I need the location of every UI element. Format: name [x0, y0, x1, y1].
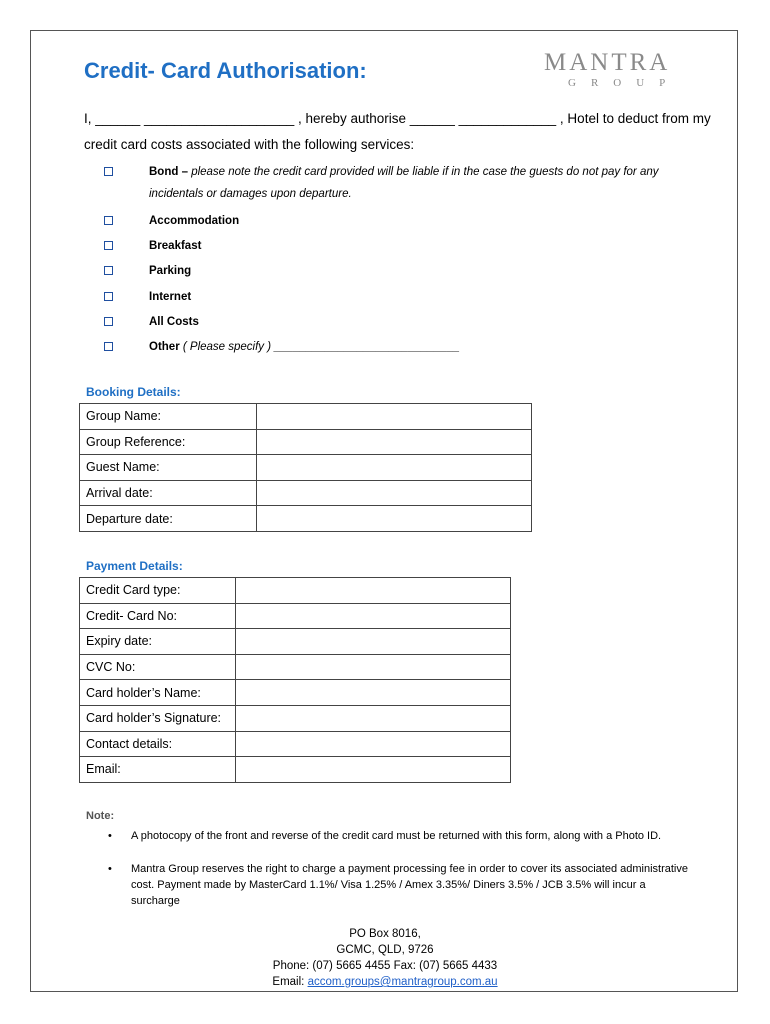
- all-costs-checkbox[interactable]: [104, 317, 113, 326]
- page-title: Credit- Card Authorisation:: [84, 58, 367, 83]
- other-checkbox[interactable]: [104, 342, 113, 351]
- note-label: Note:: [86, 810, 115, 822]
- table-row: [80, 429, 532, 455]
- bond-note: please note the credit card provided will be liable if in the case the guests do not pay for any: [191, 166, 659, 178]
- departure-date-input[interactable]: [257, 506, 532, 532]
- internet-label: Internet: [149, 291, 192, 303]
- booking-field-label: Departure date:: [80, 506, 257, 532]
- cvc-input[interactable]: [236, 654, 511, 680]
- footer-email-link[interactable]: accom.groups@mantragroup.com.au: [307, 976, 498, 988]
- payment-field-label: Credit- Card No:: [80, 603, 236, 629]
- parking-label: Parking: [149, 265, 192, 277]
- table-row: [80, 654, 511, 680]
- note-text: A photocopy of the front and reverse of the credit card must be returned with this form, along with a Photo ID.: [131, 830, 662, 842]
- internet-checkbox[interactable]: [104, 292, 113, 301]
- bullet-icon: •: [108, 863, 112, 875]
- all-costs-label: All Costs: [149, 316, 199, 328]
- group-reference-input[interactable]: [257, 429, 532, 455]
- logo-wordmark: MANTRA: [544, 49, 671, 76]
- table-row: [80, 705, 511, 731]
- card-holder-signature-input[interactable]: [236, 705, 511, 731]
- booking-details-heading: Booking Details:: [86, 385, 181, 399]
- booking-field-label: Group Name:: [80, 404, 257, 430]
- table-row: [80, 629, 511, 655]
- booking-details-table: [79, 403, 532, 532]
- footer-email: [0, 976, 770, 988]
- accommodation-label: Accommodation: [149, 215, 240, 227]
- note-text: Mantra Group reserves the right to charge a payment processing fee in order to cover its associated administrative cost. Payment made by MasterCard 1.1%/ Visa 1.25% / Amex 3.35%/ Diners 3.5% / JCB 3.5% will incur a surcharge: [131, 863, 688, 907]
- email-input[interactable]: [236, 757, 511, 783]
- footer-phone-fax: Phone: (07) 5665 4455 Fax: (07) 5665 4433: [272, 960, 498, 972]
- card-holder-name-input[interactable]: [236, 680, 511, 706]
- booking-field-label: Group Reference:: [80, 429, 257, 455]
- table-row: [80, 731, 511, 757]
- note-item: [108, 861, 691, 909]
- parking-checkbox[interactable]: [104, 266, 113, 275]
- payment-field-label: Expiry date:: [80, 629, 236, 655]
- booking-field-label: Arrival date:: [80, 480, 257, 506]
- payment-field-label: Card holder’s Signature:: [80, 705, 236, 731]
- booking-field-label: Guest Name:: [80, 455, 257, 481]
- bond-checkbox[interactable]: [104, 167, 113, 176]
- table-row: [80, 506, 532, 532]
- footer-address-line1: PO Box 8016,: [349, 928, 421, 940]
- table-row: [80, 680, 511, 706]
- payment-details-heading: Payment Details:: [86, 559, 183, 573]
- other-specify-field[interactable]: ( Please specify ) _____________________________: [182, 341, 460, 353]
- table-row: [80, 603, 511, 629]
- payment-field-label: Email:: [80, 757, 236, 783]
- authorisation-statement-continued: credit card costs associated with the following services:: [84, 137, 415, 152]
- table-row: [80, 578, 511, 604]
- payment-field-label: CVC No:: [80, 654, 236, 680]
- payment-field-label: Card holder’s Name:: [80, 680, 236, 706]
- breakfast-label: Breakfast: [149, 240, 202, 252]
- card-type-input[interactable]: [236, 578, 511, 604]
- footer-email-label: Email:: [272, 976, 308, 988]
- table-row: [80, 480, 532, 506]
- accommodation-checkbox[interactable]: [104, 216, 113, 225]
- bullet-icon: •: [108, 830, 112, 842]
- other-label: Other: [149, 341, 180, 353]
- logo-subtext: GROUP: [568, 77, 681, 89]
- footer-address-line2: GCMC, QLD, 9726: [336, 944, 434, 956]
- mantra-group-logo: [544, 50, 704, 90]
- bond-note-continued: incidentals or damages upon departure.: [149, 188, 352, 200]
- bond-label: Bond –: [149, 166, 188, 178]
- payment-field-label: Credit Card type:: [80, 578, 236, 604]
- authorisation-statement: I, ______ ____________________ , hereby authorise ______ _____________ , Hotel to deduct from my: [84, 111, 711, 126]
- payment-details-table: [79, 577, 511, 783]
- note-item: [108, 828, 691, 844]
- arrival-date-input[interactable]: [257, 480, 532, 506]
- payment-field-label: Contact details:: [80, 731, 236, 757]
- table-row: [80, 455, 532, 481]
- expiry-date-input[interactable]: [236, 629, 511, 655]
- group-name-input[interactable]: [257, 404, 532, 430]
- card-number-input[interactable]: [236, 603, 511, 629]
- breakfast-checkbox[interactable]: [104, 241, 113, 250]
- table-row: [80, 757, 511, 783]
- guest-name-input[interactable]: [257, 455, 532, 481]
- contact-details-input[interactable]: [236, 731, 511, 757]
- table-row: [80, 404, 532, 430]
